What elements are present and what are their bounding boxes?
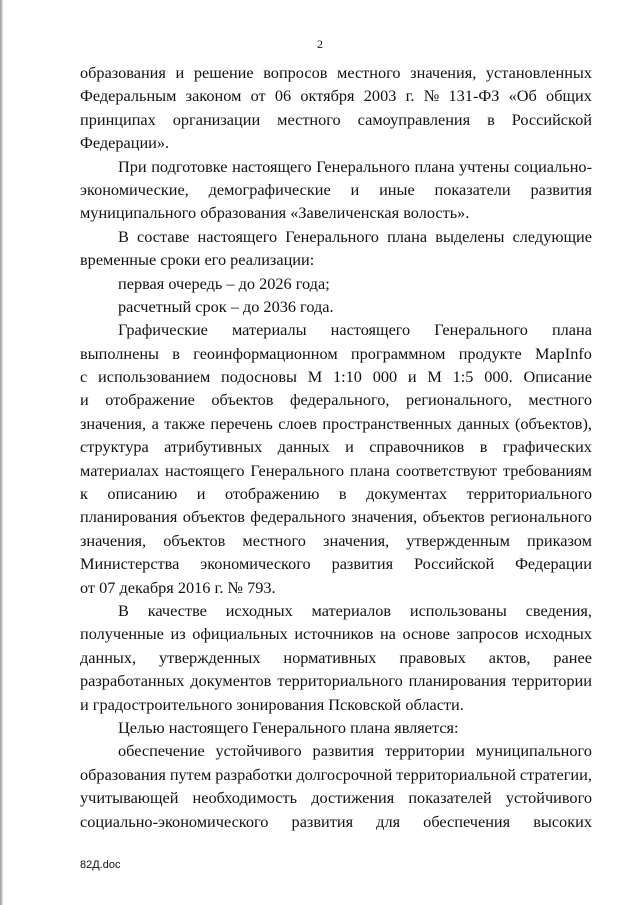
word: описанию <box>107 484 178 504</box>
word: объектов <box>211 390 274 410</box>
document-body <box>80 61 592 833</box>
word: актов, <box>488 647 531 667</box>
word: учтены <box>459 156 510 176</box>
text-line: от 07 декабря 2016 г. № 793. <box>80 577 276 597</box>
word: слоев <box>278 413 317 433</box>
word: развития <box>312 741 375 761</box>
word: При <box>118 156 147 176</box>
word: для <box>376 811 401 831</box>
word: экономические, <box>80 179 189 199</box>
word: Описание <box>523 367 592 387</box>
word: и <box>196 484 206 504</box>
text-line <box>80 61 592 84</box>
word: плана <box>551 320 592 340</box>
word: Федерации <box>515 554 592 574</box>
word: Генерального <box>316 156 410 176</box>
word: высоких <box>533 811 592 831</box>
word: принципах <box>80 109 156 129</box>
word: приказом <box>527 530 592 550</box>
word: в <box>172 343 180 363</box>
text-line <box>80 763 592 786</box>
word: Федеральным <box>80 86 177 106</box>
word: устойчивого <box>505 788 592 808</box>
word: регионального, <box>406 390 512 410</box>
text-line <box>80 342 592 365</box>
word: 000 <box>372 367 398 387</box>
word: Графические <box>118 320 208 340</box>
text-line <box>80 739 592 762</box>
word: пространственных <box>322 413 453 433</box>
word: путем <box>169 764 212 784</box>
word: местного <box>277 109 341 129</box>
word: необходимость <box>192 788 298 808</box>
word: значения, <box>80 530 147 550</box>
word: Министерства <box>80 554 180 574</box>
text-line <box>80 669 592 692</box>
word: территориального <box>277 671 403 691</box>
word: показателей <box>408 788 492 808</box>
word: значения, <box>351 507 418 527</box>
word: отображение <box>105 390 195 410</box>
word: утвержденным <box>406 530 510 550</box>
text-line <box>80 365 592 388</box>
word: федерального <box>250 507 346 527</box>
word: соответствуют <box>395 460 498 480</box>
word: самоуправления <box>357 109 471 129</box>
text-line: муниципального образования «Завеличенская волость». <box>80 203 470 223</box>
word: планирования <box>80 507 178 527</box>
word: объектов <box>422 507 485 527</box>
word: перечень <box>210 413 273 433</box>
word: сведения, <box>525 600 592 620</box>
scan-edge <box>0 0 3 905</box>
word: В <box>118 600 129 620</box>
word: графических <box>502 437 592 457</box>
word: исходных <box>225 600 293 620</box>
word: ранее <box>553 647 592 667</box>
word: с <box>80 367 88 387</box>
word: продукте <box>458 343 522 363</box>
word: исходных <box>524 624 592 644</box>
text-line: расчетный срок – до 2036 года. <box>118 296 334 316</box>
word: объектов <box>182 507 245 527</box>
text-line: Целью настоящего Генерального плана является: <box>118 717 459 737</box>
word: плана <box>414 156 455 176</box>
word: 2003 <box>363 86 397 106</box>
word: 1:5 <box>452 367 474 387</box>
word: материалах <box>80 460 160 480</box>
word: и <box>175 63 185 82</box>
word: достижения <box>311 788 395 808</box>
footer-filename: 82Д.doc <box>80 859 121 871</box>
word: «Об <box>508 86 537 106</box>
word: отображению <box>224 484 320 504</box>
word: данных <box>277 437 330 457</box>
text-line: и градостроительного зонирования Псковской области. <box>80 694 464 714</box>
word: объектов <box>163 530 226 550</box>
text-line <box>80 622 592 645</box>
text-line <box>80 810 592 833</box>
word: образования <box>80 764 166 784</box>
word: 000. <box>484 367 513 387</box>
word: и <box>80 390 89 410</box>
word: планирования <box>408 671 507 691</box>
word: плана <box>349 460 390 480</box>
word: устойчивого <box>215 741 302 761</box>
word: г. <box>405 86 415 106</box>
word: решение <box>193 63 254 82</box>
word: Генерального <box>285 226 379 246</box>
word: Генерального <box>250 460 345 480</box>
word: законом <box>185 86 242 106</box>
word: настоящего <box>197 226 278 246</box>
word: показатели <box>434 179 511 199</box>
text-line <box>80 318 592 341</box>
word: 131-ФЗ <box>448 86 500 106</box>
text-line <box>80 225 592 248</box>
word: в <box>479 437 488 457</box>
text-line <box>80 482 592 505</box>
word: экономического <box>200 554 311 574</box>
word: настоящего <box>164 460 245 480</box>
word: настоящего <box>330 320 411 340</box>
word: геоинформационном <box>193 343 338 363</box>
word: местного <box>242 530 306 550</box>
text-line <box>80 84 592 107</box>
word: развития <box>331 554 394 574</box>
word: документах <box>366 484 448 504</box>
word: выполнены <box>80 343 159 363</box>
word: данных, <box>80 647 137 667</box>
word: настоящего <box>232 156 312 176</box>
word: общих <box>546 86 592 106</box>
word: и <box>407 367 417 387</box>
page-number: 2 <box>317 37 323 51</box>
word: В <box>118 226 129 246</box>
word: развития <box>291 811 354 831</box>
word: и <box>345 437 354 457</box>
word: значения, <box>323 530 390 550</box>
word: долгосрочной <box>296 764 393 784</box>
text-line <box>80 646 592 669</box>
word: установленных <box>485 63 592 82</box>
word: федерального, <box>289 390 390 410</box>
word: качестве <box>147 600 207 620</box>
word: MapInfo <box>534 343 592 363</box>
word: организации <box>172 109 261 129</box>
word: следующие <box>512 226 592 246</box>
word: (объектов), <box>514 413 592 433</box>
word: территориальной <box>396 764 516 784</box>
text-line <box>80 459 592 482</box>
text-line <box>80 529 592 552</box>
text-line <box>80 412 592 435</box>
word: материалы <box>231 320 307 340</box>
word: 1:10 <box>332 367 362 387</box>
word: образования <box>80 63 166 82</box>
word: территориального <box>466 484 592 504</box>
word: из <box>170 624 186 644</box>
word: социально- <box>514 156 592 176</box>
text-line <box>80 599 592 622</box>
word: основе <box>402 624 450 644</box>
word: иные <box>379 179 415 199</box>
word: в <box>338 484 347 504</box>
word: и <box>350 179 360 199</box>
text-line <box>80 388 592 411</box>
word: № <box>423 86 440 106</box>
word: разработки <box>215 764 293 784</box>
word: материалов <box>311 600 392 620</box>
word: М <box>307 367 323 387</box>
word: местного <box>337 63 401 82</box>
word: территории <box>384 741 465 761</box>
text-line <box>80 435 592 458</box>
word: вопросов <box>263 63 328 82</box>
word: демографические <box>208 179 331 199</box>
word: на <box>379 624 396 644</box>
word: составе <box>137 226 190 246</box>
text-line: временные сроки его реализации: <box>80 250 315 270</box>
word: местного <box>528 390 592 410</box>
word: Российской <box>511 109 592 129</box>
word: значения, <box>80 413 147 433</box>
text-line: первая очередь – до 2026 года; <box>118 273 330 293</box>
word: структура <box>80 437 149 457</box>
word: справочников <box>369 437 465 457</box>
word: использованы <box>409 600 507 620</box>
word: в <box>487 109 495 129</box>
word: обеспечения <box>423 811 511 831</box>
word: требованиям <box>502 460 592 480</box>
text-line <box>80 786 592 809</box>
word: документов <box>190 671 272 691</box>
word: значения, <box>410 63 477 82</box>
word: муниципального <box>475 741 592 761</box>
word: атрибутивных <box>164 437 263 457</box>
word: регионального <box>490 507 592 527</box>
word: учитывающей <box>80 788 179 808</box>
text-line: Федерации». <box>80 133 170 153</box>
word: социально-экономического <box>80 811 269 831</box>
word: запросов <box>456 624 519 644</box>
text-line <box>80 552 592 575</box>
word: использованием <box>98 367 211 387</box>
word: также <box>164 413 205 433</box>
word: подготовке <box>151 156 228 176</box>
word: территории <box>512 671 592 691</box>
word: официальных <box>192 624 288 644</box>
word: к <box>80 484 88 504</box>
word: данных <box>457 413 510 433</box>
text-line <box>80 178 592 201</box>
word: а <box>151 413 159 433</box>
text-line <box>80 155 592 178</box>
word: утвержденных <box>158 647 261 667</box>
word: М <box>427 367 442 387</box>
word: правовых <box>399 647 466 667</box>
word: разработанных <box>80 671 185 691</box>
word: выделены <box>435 226 505 246</box>
word: развития <box>530 179 592 199</box>
word: стратегии, <box>519 764 592 784</box>
word: программном <box>350 343 446 363</box>
text-line <box>80 505 592 528</box>
word: полученные <box>80 624 164 644</box>
word: источников <box>294 624 374 644</box>
word: от <box>250 86 266 106</box>
word: Российской <box>413 554 495 574</box>
word: Генерального <box>434 320 528 340</box>
word: нормативных <box>283 647 377 667</box>
word: 06 <box>274 86 292 106</box>
word: обеспечение <box>118 741 205 761</box>
text-line <box>80 108 592 131</box>
word: подосновы <box>221 367 297 387</box>
word: плана <box>387 226 428 246</box>
word: октября <box>300 86 355 106</box>
